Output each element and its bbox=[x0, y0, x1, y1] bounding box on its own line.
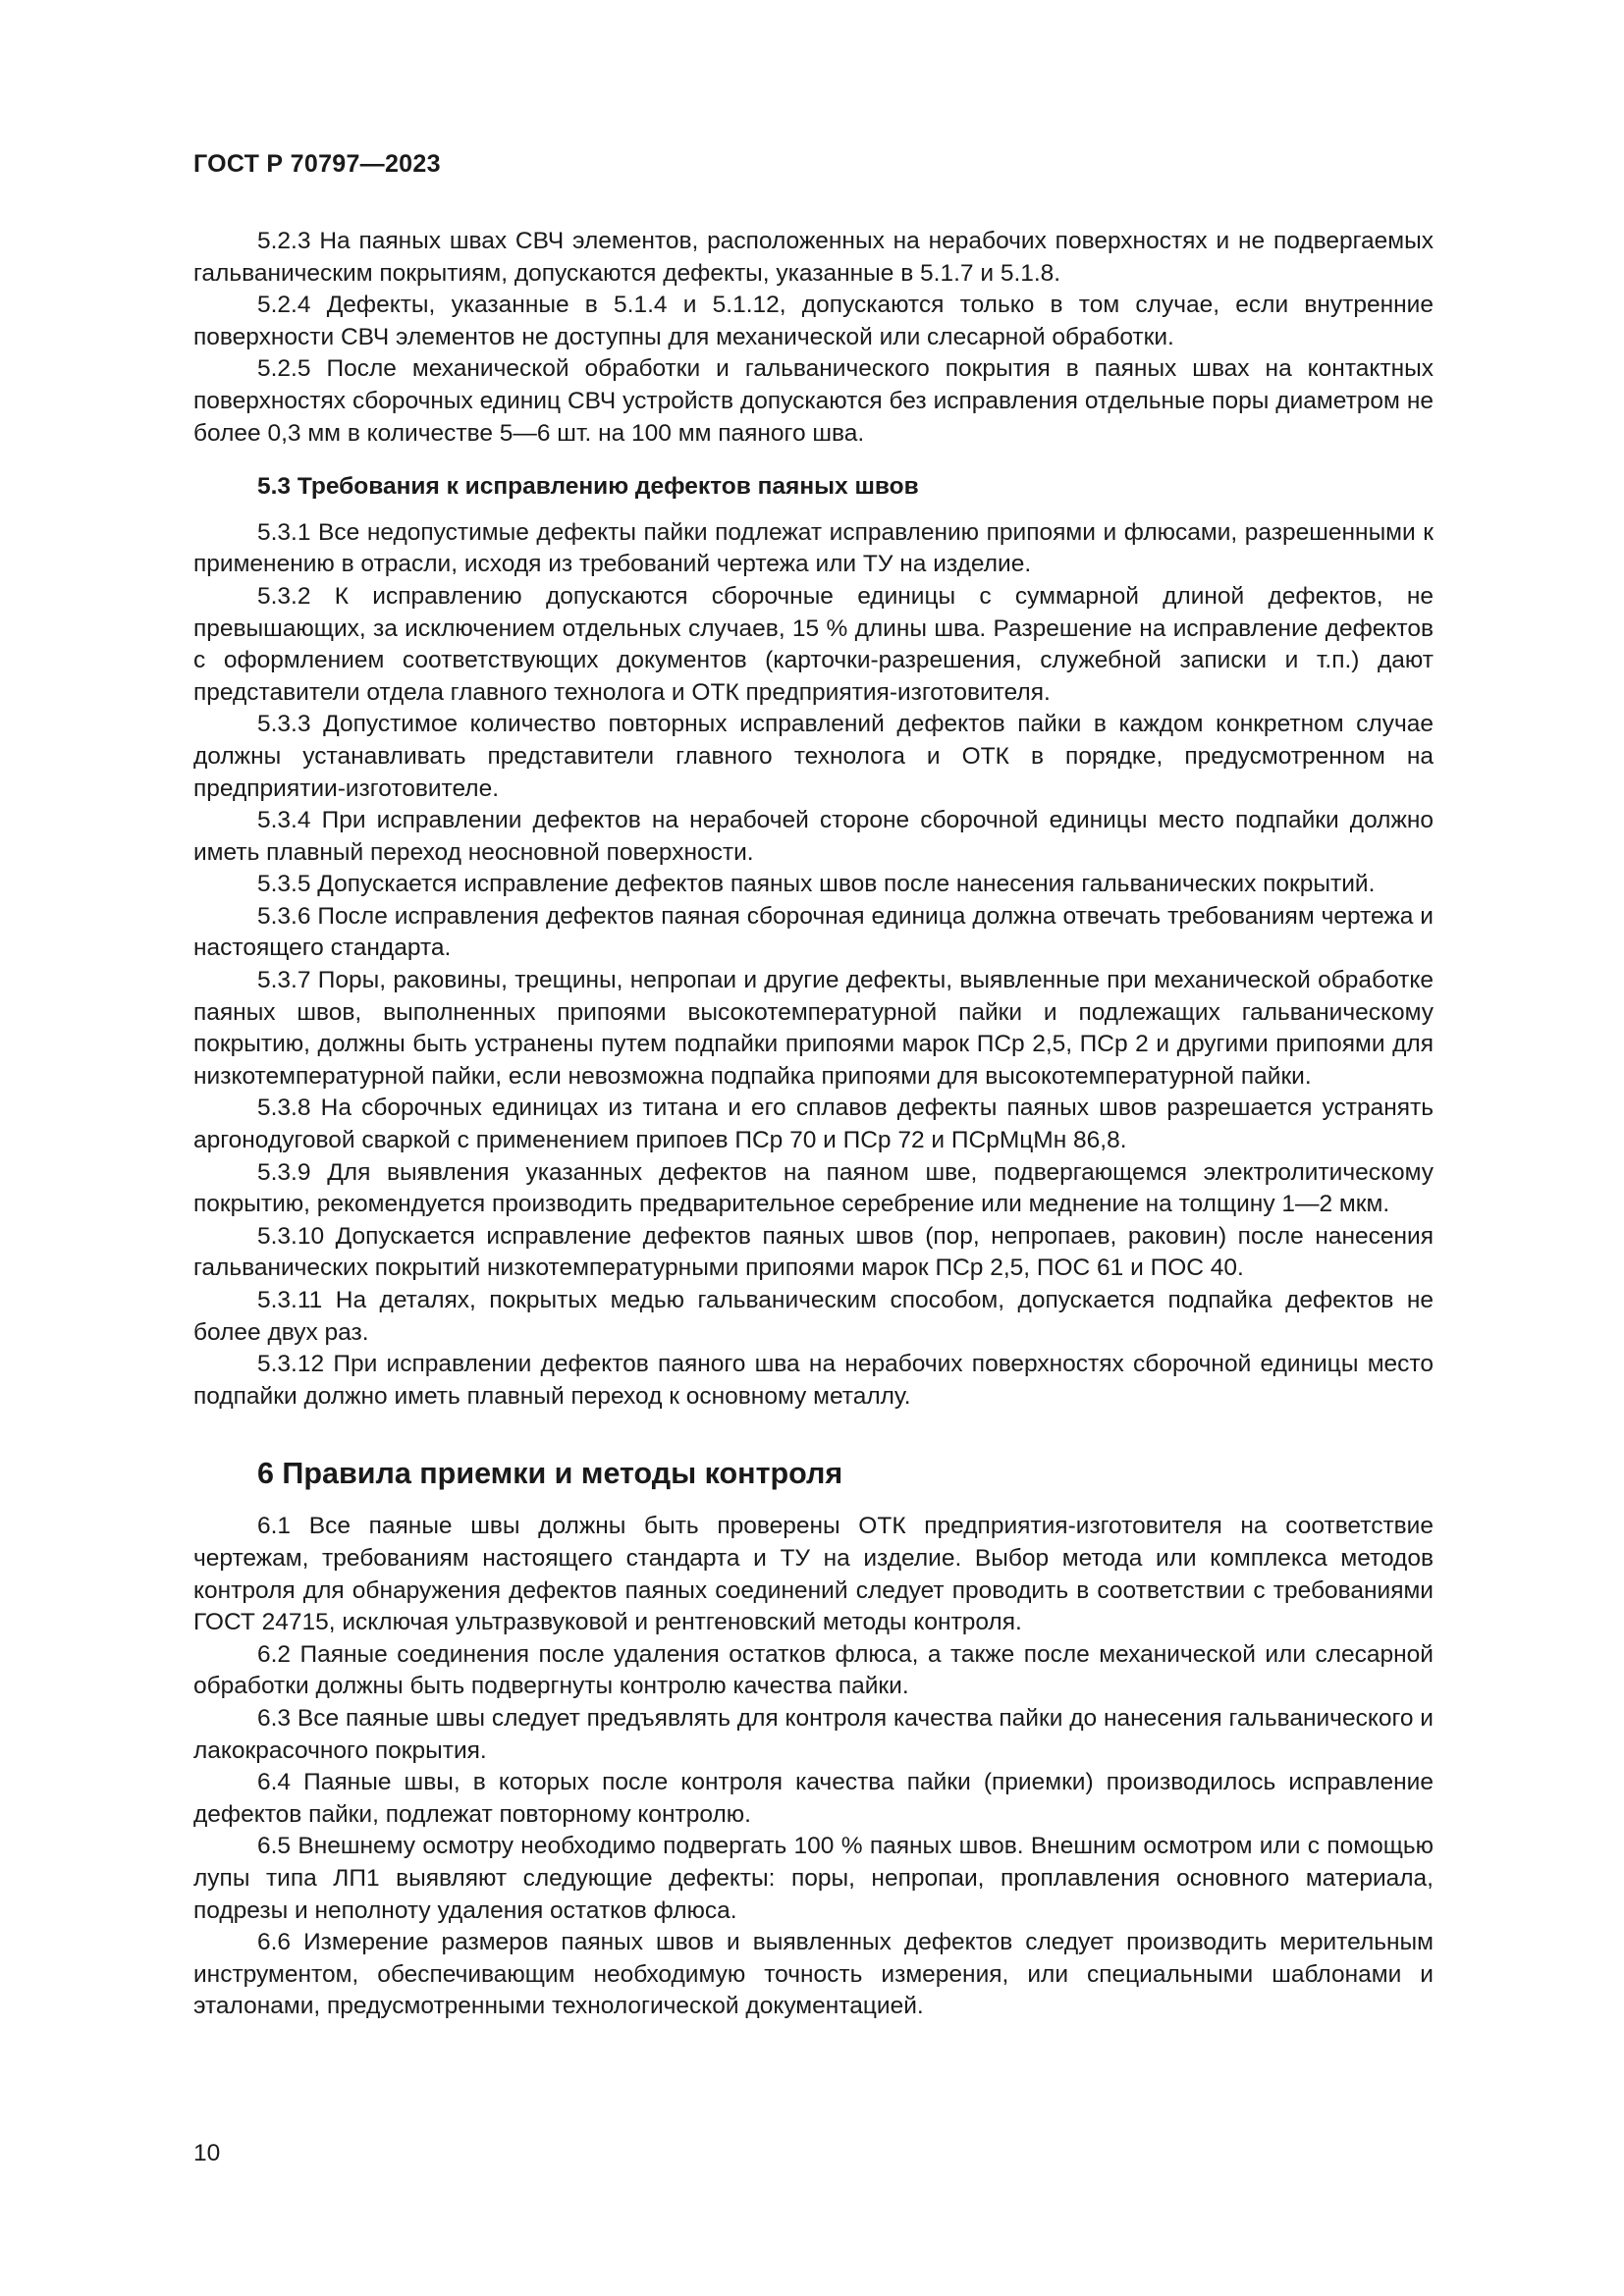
paragraph-5-3-7: 5.3.7 Поры, раковины, трещины, непропаи и другие дефекты, выявленные при механической обработке паяных швов, выполненных припоями высокотемпературной пайки и подлежащих гальваническому покрытию, должны быть устранены путем подпайки припоями марок ПСр 2,5, ПСр 2 и другими припоями для низкотемпературной пайки, если невозможна подпайка припоями для высокотемпературной пайки. bbox=[193, 967, 1434, 1090]
paragraph-6-2: 6.2 Паяные соединения после удаления остатков флюса, а также после механической или слесарной обработки должны быть подвергнуты контролю качества пайки. bbox=[193, 1640, 1434, 1700]
paragraph-6-3: 6.3 Все паяные швы следует предъявлять для контроля качества пайки до нанесения гальванического и лакокрасочного покрытия. bbox=[193, 1704, 1434, 1764]
paragraph-5-3-8: 5.3.8 На сборочных единицах из титана и его сплавов дефекты паяных швов разрешается устранять аргонодуговой сваркой с применением припоев ПСр 70 и ПСр 72 и ПСрМцМн 86,8. bbox=[193, 1095, 1434, 1154]
paragraph-5-2-3: 5.2.3 На паяных швах СВЧ элементов, расположенных на нерабочих поверхностях и не подвергаемых гальваническим покрытиям, допускаются дефекты, указанные в 5.1.7 и 5.1.8. bbox=[193, 228, 1434, 287]
page-number: 10 bbox=[193, 2140, 221, 2166]
paragraph-6-6: 6.6 Измерение размеров паяных швов и выявленных дефектов следует производить мерительным инструментом, обеспечивающим необходимую точность измерения, или специальными шаблонами и эталонами, предусмотренными технологической документацией. bbox=[193, 1929, 1434, 2020]
paragraph-5-3-4: 5.3.4 При исправлении дефектов на нерабочей стороне сборочной единицы место подпайки должно иметь плавный переход неосновной поверхности. bbox=[193, 807, 1434, 866]
paragraph-5-3-11: 5.3.11 На деталях, покрытых медью гальваническим способом, допускается подпайка дефектов не более двух раз. bbox=[193, 1287, 1434, 1346]
paragraph-5-3-2: 5.3.2 К исправлению допускаются сборочные единицы с суммарной длиной дефектов, не превышающих, за исключением отдельных случаев, 15 % длины шва. Разрешение на исправление дефектов с оформлением соответствующих документов (карточки-разрешения, служебной записки и т.п.) дают представители отдела главного технолога и ОТК предприятия-изготовителя. bbox=[193, 582, 1434, 706]
paragraph-5-3-1: 5.3.1 Все недопустимые дефекты пайки подлежат исправлению припоями и флюсами, разрешенными к применению в отрасли, исходя из требований чертежа или ТУ на изделие. bbox=[193, 518, 1434, 578]
paragraph-6-4: 6.4 Паяные швы, в которых после контроля качества пайки (приемки) производилось исправление дефектов пайки, подлежат повторному контролю. bbox=[193, 1769, 1434, 1828]
paragraph-5-3-10: 5.3.10 Допускается исправление дефектов паяных швов (пор, непропаев, раковин) после нанесения гальванических покрытий низкотемпературными припоями марок ПСр 2,5, ПОС 61 и ПОС 40. bbox=[193, 1222, 1434, 1282]
section-title-6: 6 Правила приемки и методы контроля bbox=[257, 1457, 843, 1491]
paragraph-5-3-9: 5.3.9 Для выявления указанных дефектов на паяном шве, подвергающемся электролитическому покрытию, рекомендуется производить предварительное серебрение или меднение на толщину 1—2 мкм. bbox=[193, 1158, 1434, 1218]
paragraph-6-5: 6.5 Внешнему осмотру необходимо подвергать 100 % паяных швов. Внешним осмотром или с помощью лупы типа ЛП1 выявляют следующие дефекты: поры, непропаи, проплавления основного материала, подрезы и неполноту удаления остатков флюса. bbox=[193, 1833, 1434, 1924]
subsection-title-5-3: 5.3 Требования к исправлению дефектов паяных швов bbox=[257, 473, 919, 501]
document-body bbox=[193, 226, 1434, 2023]
paragraph-5-2-5: 5.2.5 После механической обработки и гальванического покрытия в паяных швах на контактных поверхностях сборочных единиц СВЧ устройств допускаются без исправления отдельные поры диаметром не более 0,3 мм в количестве 5—6 шт. на 100 мм паяного шва. bbox=[193, 355, 1434, 447]
paragraph-5-3-6: 5.3.6 После исправления дефектов паяная сборочная единица должна отвечать требованиям чертежа и настоящего стандарта. bbox=[193, 902, 1434, 962]
paragraph-5-3-12: 5.3.12 При исправлении дефектов паяного шва на нерабочих поверхностях сборочной единицы место подпайки должно иметь плавный переход к основному металлу. bbox=[193, 1351, 1434, 1410]
paragraph-5-2-4: 5.2.4 Дефекты, указанные в 5.1.4 и 5.1.12, допускаются только в том случае, если внутренние поверхности СВЧ элементов не доступны для механической или слесарной обработки. bbox=[193, 292, 1434, 350]
standard-header: ГОСТ Р 70797—2023 bbox=[193, 150, 441, 178]
paragraph-5-3-3: 5.3.3 Допустимое количество повторных исправлений дефектов пайки в каждом конкретном случае должны устанавливать представители главного технолога и ОТК в порядке, предусмотренном на предприятии-изготовителе. bbox=[193, 711, 1434, 802]
paragraph-6-1: 6.1 Все паяные швы должны быть проверены ОТК предприятия-изготовителя на соответствие чертежам, требованиям настоящего стандарта и ТУ на изделие. Выбор метода или комплекса методов контроля для обнаружения дефектов паяных соединений следует проводить в соответствии с требованиями ГОСТ 24715, исключая ультразвуковой и рентгеновский методы контроля. bbox=[193, 1513, 1434, 1636]
paragraph-5-3-5: 5.3.5 Допускается исправление дефектов паяных швов после нанесения гальванических покрытий. bbox=[257, 871, 1376, 898]
